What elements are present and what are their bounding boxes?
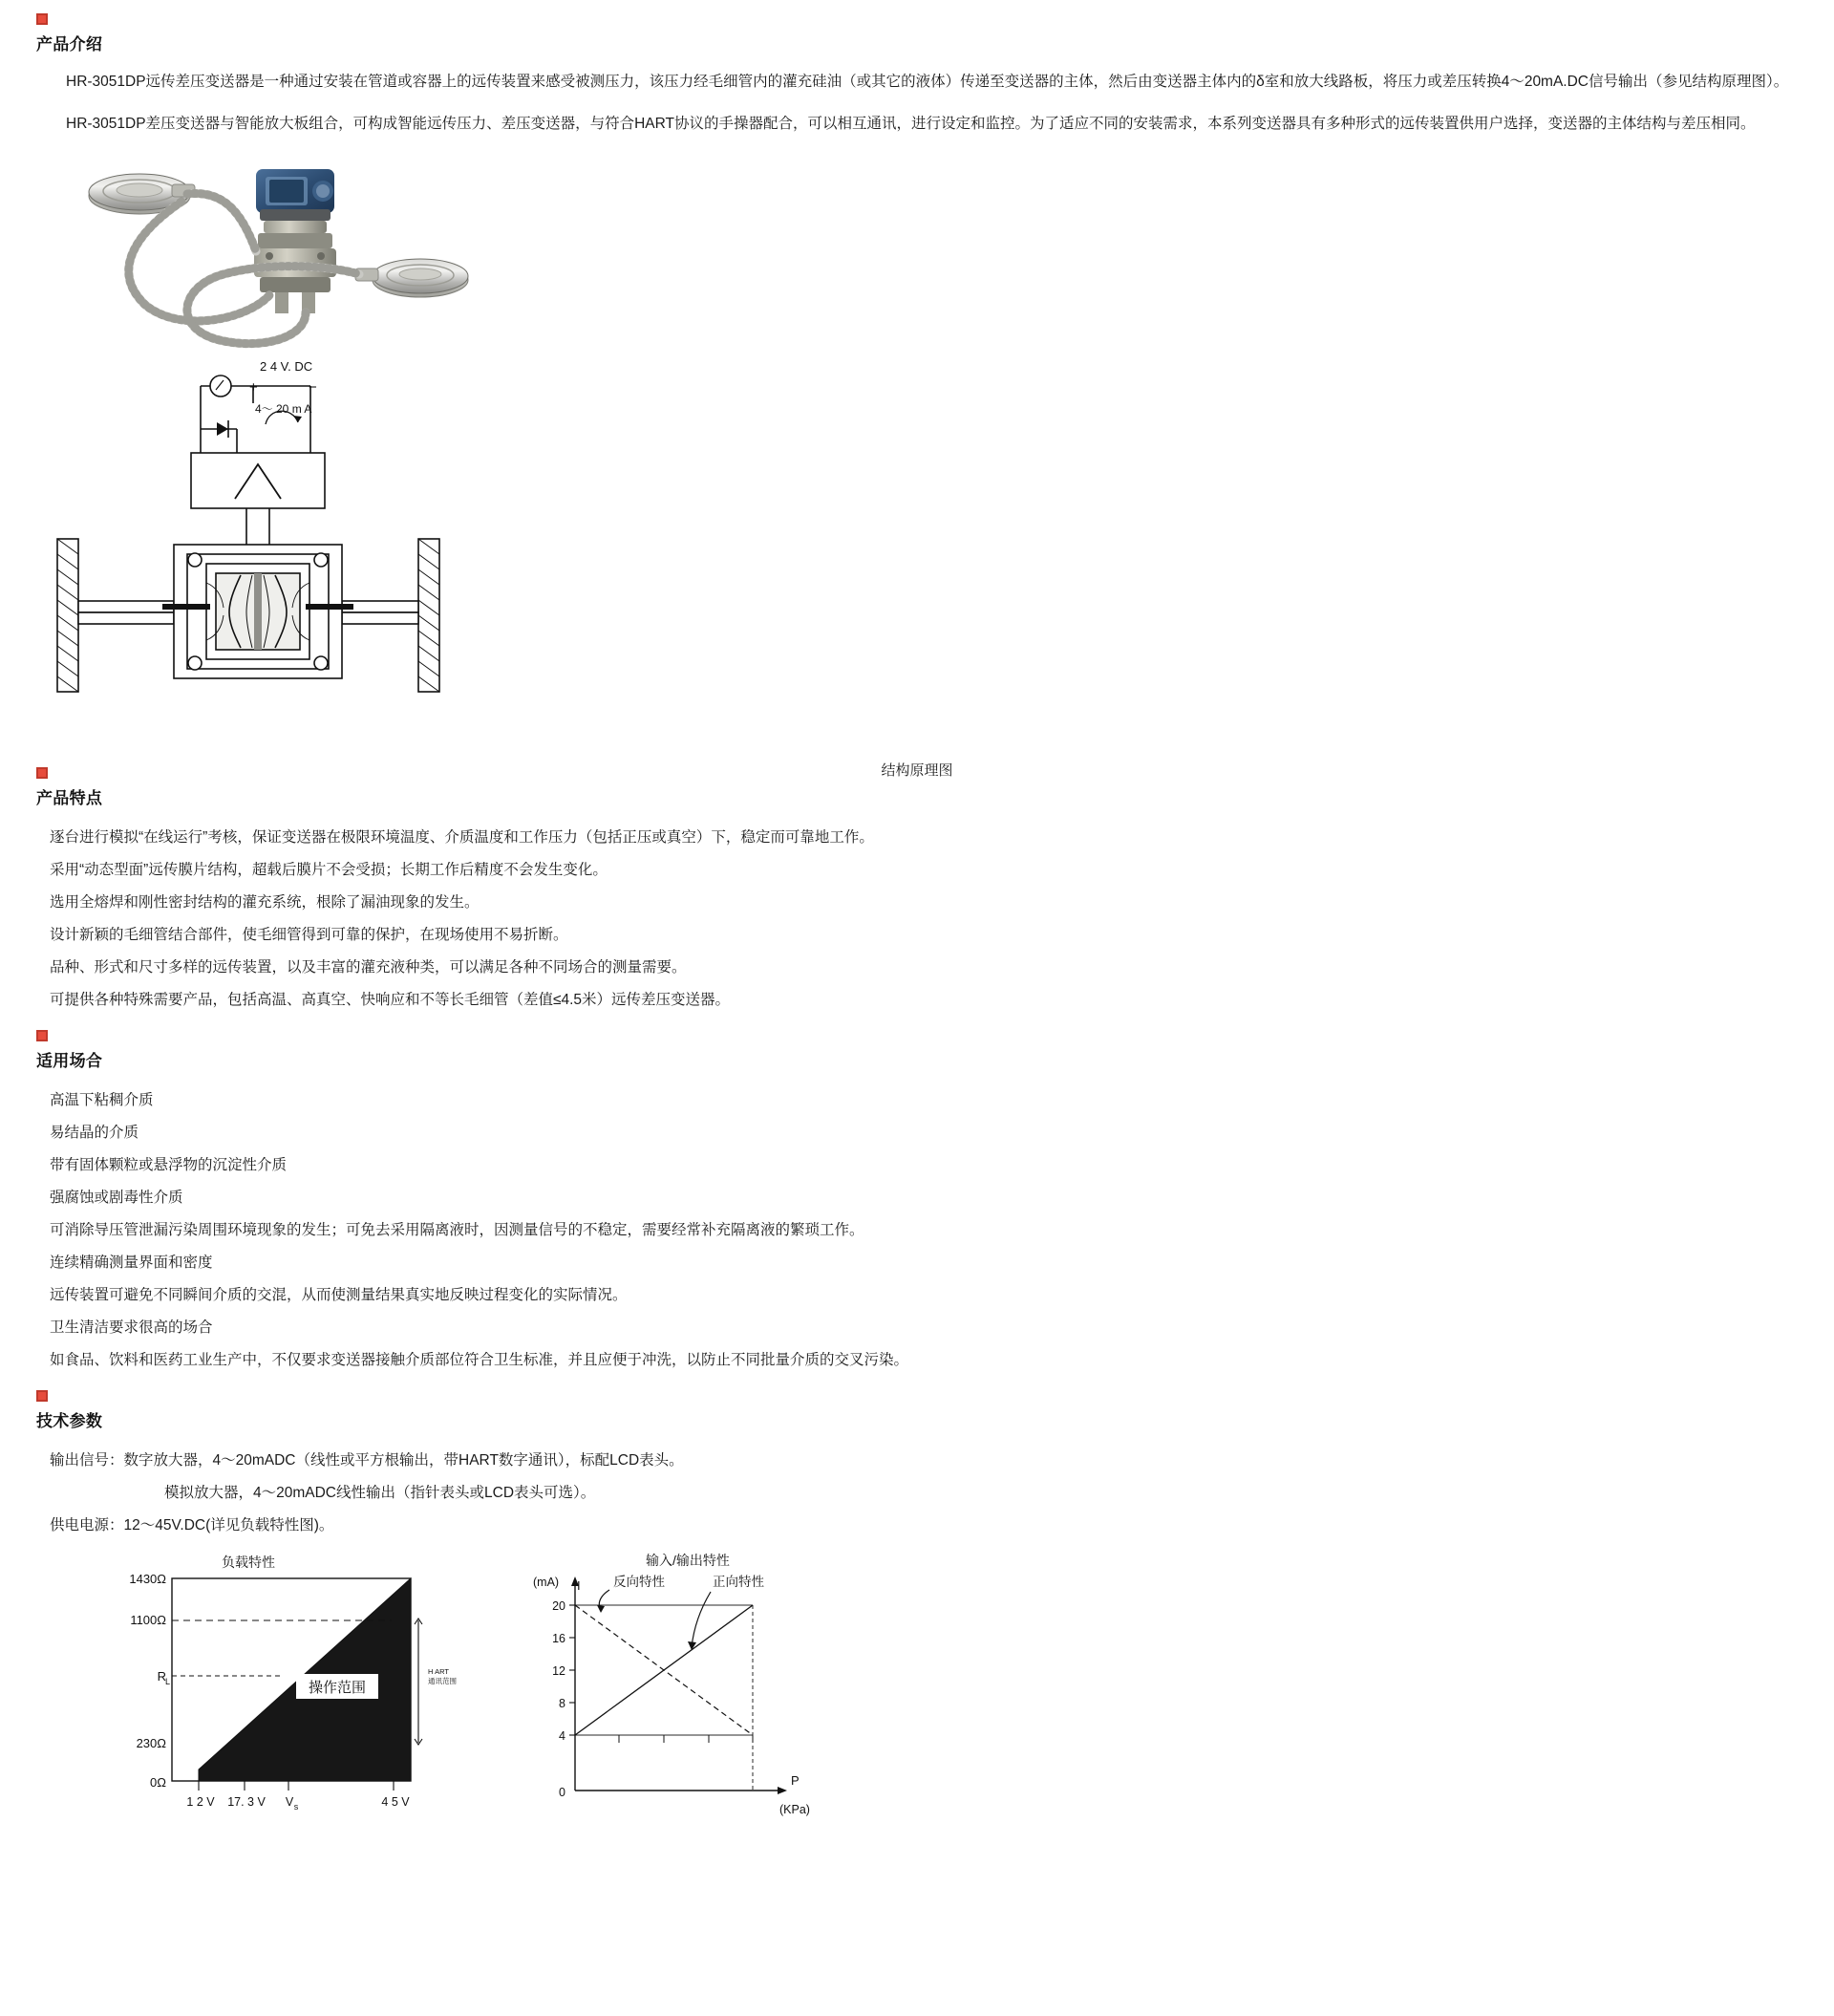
list-item: 强腐蚀或剧毒性介质 <box>50 1190 183 1206</box>
chart2-legend-0: 反向特性 <box>613 1575 665 1589</box>
chart2-xlabel: P <box>791 1773 800 1788</box>
diagram-caption: 结构原理图 <box>881 762 953 779</box>
specs-list <box>50 1445 1803 1542</box>
chart1-ytick-1: 1100Ω <box>130 1613 166 1627</box>
section-marker-icon <box>36 767 48 779</box>
product-photo <box>0 152 1834 357</box>
list-item: 易结晶的介质 <box>50 1125 139 1141</box>
list-item: 品种、形式和尺寸多样的远传装置，以及丰富的灌充液种类，可以满足各种不同场合的测量需要。 <box>50 959 687 976</box>
transmitter-housing <box>256 169 334 221</box>
svg-text:通讯范围: 通讯范围 <box>428 1677 457 1685</box>
list-item: 模拟放大器，4～20mADC线性输出（指针表头或LCD表头可选）。 <box>164 1485 596 1501</box>
label-plus: + <box>249 379 258 396</box>
chart2-ytick-2: 12 <box>552 1664 565 1678</box>
flange-left <box>57 539 174 692</box>
chart2-yaxis-symbol: I <box>577 1578 581 1593</box>
list-item: 如食品、饮料和医药工业生产中，不仅要求变送器接触介质部位符合卫生标准，并且应便于冲洗，以防止不同批量介质的交叉污染。 <box>50 1352 909 1368</box>
structure-diagram <box>0 357 1834 779</box>
section-title-specs: 技术参数 <box>36 1412 103 1430</box>
list-item: 供电电源：12～45V.DC(详见负载特性图)。 <box>50 1517 334 1533</box>
chart2-title: 输入/输出特性 <box>646 1553 730 1568</box>
chart2-ytick-1: 16 <box>552 1632 565 1645</box>
section-title-intro: 产品介绍 <box>36 35 103 54</box>
document-page <box>0 13 1834 1905</box>
list-item: 卫生清洁要求很高的场合 <box>50 1319 213 1336</box>
remote-seal-right <box>355 259 468 297</box>
list-item: 采用“动态型面”远传膜片结构，超载后膜片不会受损；长期工作后精度不会发生变化。 <box>50 862 608 878</box>
section-marker-icon <box>36 1390 48 1402</box>
sensor-body <box>174 545 342 678</box>
features-list <box>50 822 1803 1017</box>
label-minus: − <box>309 379 317 396</box>
chart1-ytick-4: 0Ω <box>150 1775 166 1790</box>
list-item: 远传装置可避免不同瞬间介质的交混，从而使测量结果真实地反映过程变化的实际情况。 <box>50 1287 628 1303</box>
label-current: 4～ 20 m A <box>255 402 312 416</box>
chart1-xtick-1: 17. 3 V <box>227 1795 266 1809</box>
list-item: 设计新颖的毛细管结合部件，使毛细管得到可靠的保护，在现场使用不易折断。 <box>50 927 568 943</box>
intro-paragraph-1: HR-3051DP远传差压变送器是一种通过安装在管道或容器上的远传装置来感受被测压力，该压力经毛细管内的灌充硅油（或其它的液体）传递至变送器的主体，然后由变送器主体内的δ室和放大线路板，将压力或差压转换4～20mA.DC信号输出（参见结构原理图）。 <box>66 74 1789 90</box>
chart2-ytick-0: 20 <box>552 1599 565 1613</box>
list-item: 带有固体颗粒或悬浮物的沉淀性介质 <box>50 1157 288 1173</box>
chart1-ytick-0: 1430Ω <box>129 1572 166 1586</box>
list-item: 连续精确测量界面和密度 <box>50 1255 213 1271</box>
chart2-legend-1: 正向特性 <box>713 1575 764 1589</box>
chart1-xtick-2-sub: s <box>293 1802 299 1812</box>
chart1-xtick-0: 1 2 V <box>186 1795 215 1809</box>
section-marker-icon <box>36 13 48 25</box>
list-item: 高温下粘稠介质 <box>50 1092 154 1108</box>
list-item: 逐台进行模拟“在线运行”考核，保证变送器在极限环境温度、介质温度和工作压力（包括正压或真空）下，稳定而可靠地工作。 <box>50 829 874 846</box>
applications-list <box>50 1084 1803 1377</box>
chart2-xunit: (KPa) <box>779 1803 810 1816</box>
chart1-xtick-3: 4 5 V <box>381 1795 410 1809</box>
list-item: 可消除导压管泄漏污染周围环境现象的发生；可免去采用隔离液时，因测量信号的不稳定，需要经常补充隔离液的繁琐工作。 <box>50 1222 864 1238</box>
list-item: 输出信号：数字放大器，4～20mADC（线性或平方根输出，带HART数字通讯），标配LCD表头。 <box>50 1452 684 1469</box>
chart1-ytick-2-sub: L <box>164 1677 170 1686</box>
list-item: 可提供各种特殊需要产品，包括高温、高真空、快响应和不等长毛细管（差值≤4.5米）远传差压变送器。 <box>50 992 731 1008</box>
section-title-applications: 适用场合 <box>36 1052 103 1070</box>
chart1-title: 负载特性 <box>222 1555 275 1570</box>
chart1-annotation: 操作范围 <box>308 1680 367 1696</box>
chart2-ytick-5: 0 <box>559 1786 565 1799</box>
chart1-xtick-2: V <box>285 1795 294 1809</box>
flange-right <box>342 539 439 692</box>
charts-area <box>0 1552 1834 1867</box>
chart1-annotation2: H ART <box>428 1667 449 1676</box>
label-supply: 2 4 V. DC <box>260 359 313 374</box>
list-item: 选用全熔焊和刚性密封结构的灌充系统，根除了漏油现象的发生。 <box>50 894 480 911</box>
chart1-ytick-3: 230Ω <box>136 1736 166 1750</box>
section-marker-icon <box>36 1030 48 1041</box>
chart2-ytick-4: 4 <box>559 1729 565 1743</box>
chart2-ylabel: (mA) <box>533 1576 560 1589</box>
chart2-ytick-3: 8 <box>559 1697 565 1710</box>
section-title-features: 产品特点 <box>36 789 103 807</box>
intro-paragraph-2: HR-3051DP差压变送器与智能放大板组合，可构成智能远传压力、差压变送器，与符合HART协议的手操器配合，可以相互通讯，进行设定和监控。为了适应不同的安装需求，本系列变送器具有多种形式的远传装置供用户选择，变送器的主体结构与差压相同。 <box>66 116 1756 132</box>
chart1-ytick-2: R <box>157 1669 166 1684</box>
